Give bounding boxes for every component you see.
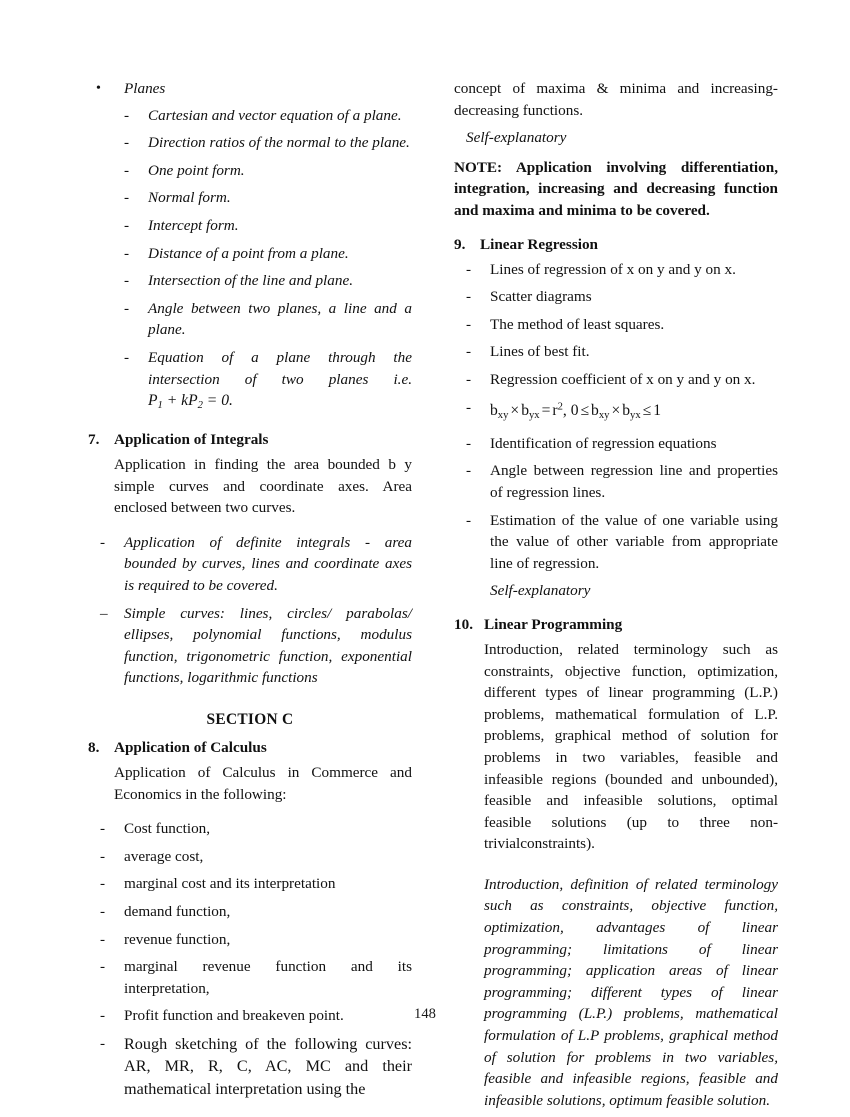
list-item-text [148,347,412,417]
topic8-body: Application of Calculus in Commerce and Economics in the following: [114,764,412,803]
plane-equation-formula: $P_1 + kP_2 = 0$. [148,392,233,412]
topic10-body-wrap [454,639,778,1111]
dash-marker-icon: - [466,288,472,306]
dash-marker-icon: - [466,370,472,388]
list-item-regression-formula [454,397,778,427]
list-item-text: Intersection of the line and plane. [148,272,353,290]
dash-marker-icon: - [124,134,130,152]
list-item-text: Angle between regression line and properties of regression lines. [490,462,778,501]
dash-marker-icon: - [100,930,106,948]
list-item-text: Scatter diagrams [490,288,592,306]
endash-marker-icon: – [100,604,108,622]
list-item-text: revenue function, [124,930,231,948]
list-item [88,298,412,341]
two-column-layout [88,78,778,1117]
list-item-text: Identification of regression equations [490,434,717,452]
dash-marker-icon: - [466,462,472,480]
note-paragraph: NOTE: Application involving differentiation, integration, increasing and decreasing function and maxima and minima to be covered. [454,158,778,219]
topic-heading-10 [454,614,778,635]
list-item [88,532,412,597]
dash-marker-icon: - [466,398,472,416]
topic7-body: Application in finding the area bounded b y simple curves and coordinate axes. Area enclosed between two curves. [114,456,412,517]
list-item [454,341,778,363]
list-item [88,1033,412,1101]
dash-marker-icon: - [466,511,472,529]
topic-title: Linear Programming [484,615,623,633]
list-item-text: Angle between two planes, a line and a plane. [148,299,412,339]
list-item [88,956,412,999]
topic-number: 8. [88,739,100,757]
section-heading: SECTION C [206,711,294,729]
topic-number: 7. [88,431,100,449]
self-explanatory-note-1: Self-explanatory [466,129,567,147]
dash-marker-icon: - [100,875,106,893]
list-item [88,270,412,292]
list-item-text: Regression coefficient of x on y and y on x. [490,370,756,388]
list-item-text: Rough sketching of the following curves: AR, MR, R, C, AC, MC and their mathematical interpretation using the [124,1034,412,1098]
dash-marker-icon: - [466,260,472,278]
dash-marker-icon: - [124,299,130,317]
page-number: 148 [414,1006,436,1022]
dash-marker-icon: - [124,161,130,179]
list-item [88,846,412,868]
list-item-text: Application of definite integrals - area bounded by curves, lines and coordinate axes is required to be covered. [124,533,412,595]
list-item [454,433,778,455]
dash-marker-icon: - [100,847,106,865]
list-item-text: Lines of regression of x on y and y on x. [490,260,736,278]
dash-marker-icon: - [100,1034,106,1052]
right-column [454,78,778,1117]
list-item-text: One point form. [148,161,245,179]
dash-marker-icon: - [466,315,472,333]
list-item [454,510,778,575]
continuation-paragraph: concept of maxima & minima and increasing- decreasing functions. [454,80,778,119]
regression-coefficient-formula: $b_{xy} \times b_{yx} = r^2$, $0 \le b_{xy} \times b_{yx} \le 1$ [490,401,661,421]
list-item-text: demand function, [124,903,231,920]
dash-marker-icon: - [124,216,130,234]
dash-marker-icon: - [124,348,130,366]
list-item [88,603,412,689]
list-item-text [490,397,778,427]
plane-eq-prefix: Equation of a plane through the intersection of two planes i.e. [148,348,412,388]
topic-number: 9. [454,235,466,253]
list-item [88,187,412,209]
list-item-text: Direction ratios of the normal to the plane. [148,134,410,152]
list-item [88,818,412,840]
topic10-italic-body: Introduction, definition of related terminology such as constraints, objective function, optimization, advantages of linear programming; limitations of linear programming; application areas of linear programming; different types of linear programming (L.P.) problems, mathematical formulation of L.P problems, graphical method of solution for problems in two variables, feasible and infeasible regions, feasible and infeasible solutions, optimum feasible solution. [484,875,778,1109]
list-item-text: The method of least squares. [490,315,665,333]
self-explanatory-note-2: Self-explanatory [490,582,591,600]
list-item-text: Lines of best fit. [490,343,590,361]
list-item [88,215,412,237]
dash-marker-icon: - [466,343,472,361]
topic-title: Application of Calculus [114,739,267,757]
list-item-text: Profit function and breakeven point. [124,1007,344,1025]
dash-marker-icon: - [124,106,130,124]
topic-heading-7 [88,429,412,450]
list-item [88,873,412,895]
dash-marker-icon: - [100,820,106,838]
list-item-text: Cartesian and vector equation of a plane. [148,106,402,124]
list-item-text: marginal revenue function and its interpretation, [124,958,412,997]
list-item [454,369,778,391]
topic-title: Application of Integrals [114,431,269,449]
dash-marker-icon: - [100,958,106,976]
list-item-text: Distance of a point from a plane. [148,244,349,262]
list-item-text: Cost function, [124,820,211,838]
list-item [88,160,412,182]
list-item [88,243,412,265]
topic-heading-9 [454,234,778,255]
dash-marker-icon: - [466,434,472,452]
topic8-body-wrap [88,762,412,805]
list-item-text: marginal cost and its interpretation [124,875,336,893]
list-item-text: average cost, [124,847,204,865]
list-item [88,132,412,154]
bullet-icon: • [96,81,101,96]
list-item [454,259,778,281]
topic10-body: Introduction, related terminology such as constraints, objective function, optimization, different types of linear programming (L.P.) problems, mathematical formulation of L.P. problems, graphical method of solution for problems in two variables, feasible and infeasible regions (bounded and unbounded), feasible and infeasible solutions, optimal feasible solutions (up to three non-trivialconstraints). [484,640,778,853]
list-item [88,105,412,127]
dash-marker-icon: - [100,1007,106,1025]
list-item-plane-equation [88,347,412,417]
dash-marker-icon: - [100,533,106,551]
list-item-text: Intercept form. [148,216,239,234]
left-column [88,78,412,1106]
dash-marker-icon: - [124,189,130,207]
dash-marker-icon: - [100,903,106,920]
list-item-planes [88,78,412,100]
list-item-text: Estimation of the value of one variable using the value of other variable from appropriate line of regression. [490,511,778,572]
dash-marker-icon: - [124,272,130,290]
list-item [454,314,778,336]
planes-title: Planes [124,80,166,97]
list-item [454,286,778,308]
list-item [88,929,412,951]
list-item [454,460,778,503]
topic-heading-8 [88,737,412,758]
list-item-text: Normal form. [148,189,231,207]
list-item [88,901,412,923]
dash-marker-icon: - [124,244,130,262]
topic-number: 10. [454,615,473,633]
topic7-body-wrap [88,454,412,519]
topic-title: Linear Regression [480,235,598,253]
list-item-text: Simple curves: lines, circles/ parabolas/ ellipses, polynomial functions, modulus function, trigonometric function, exponential functions, logarithmic functions [124,604,412,687]
